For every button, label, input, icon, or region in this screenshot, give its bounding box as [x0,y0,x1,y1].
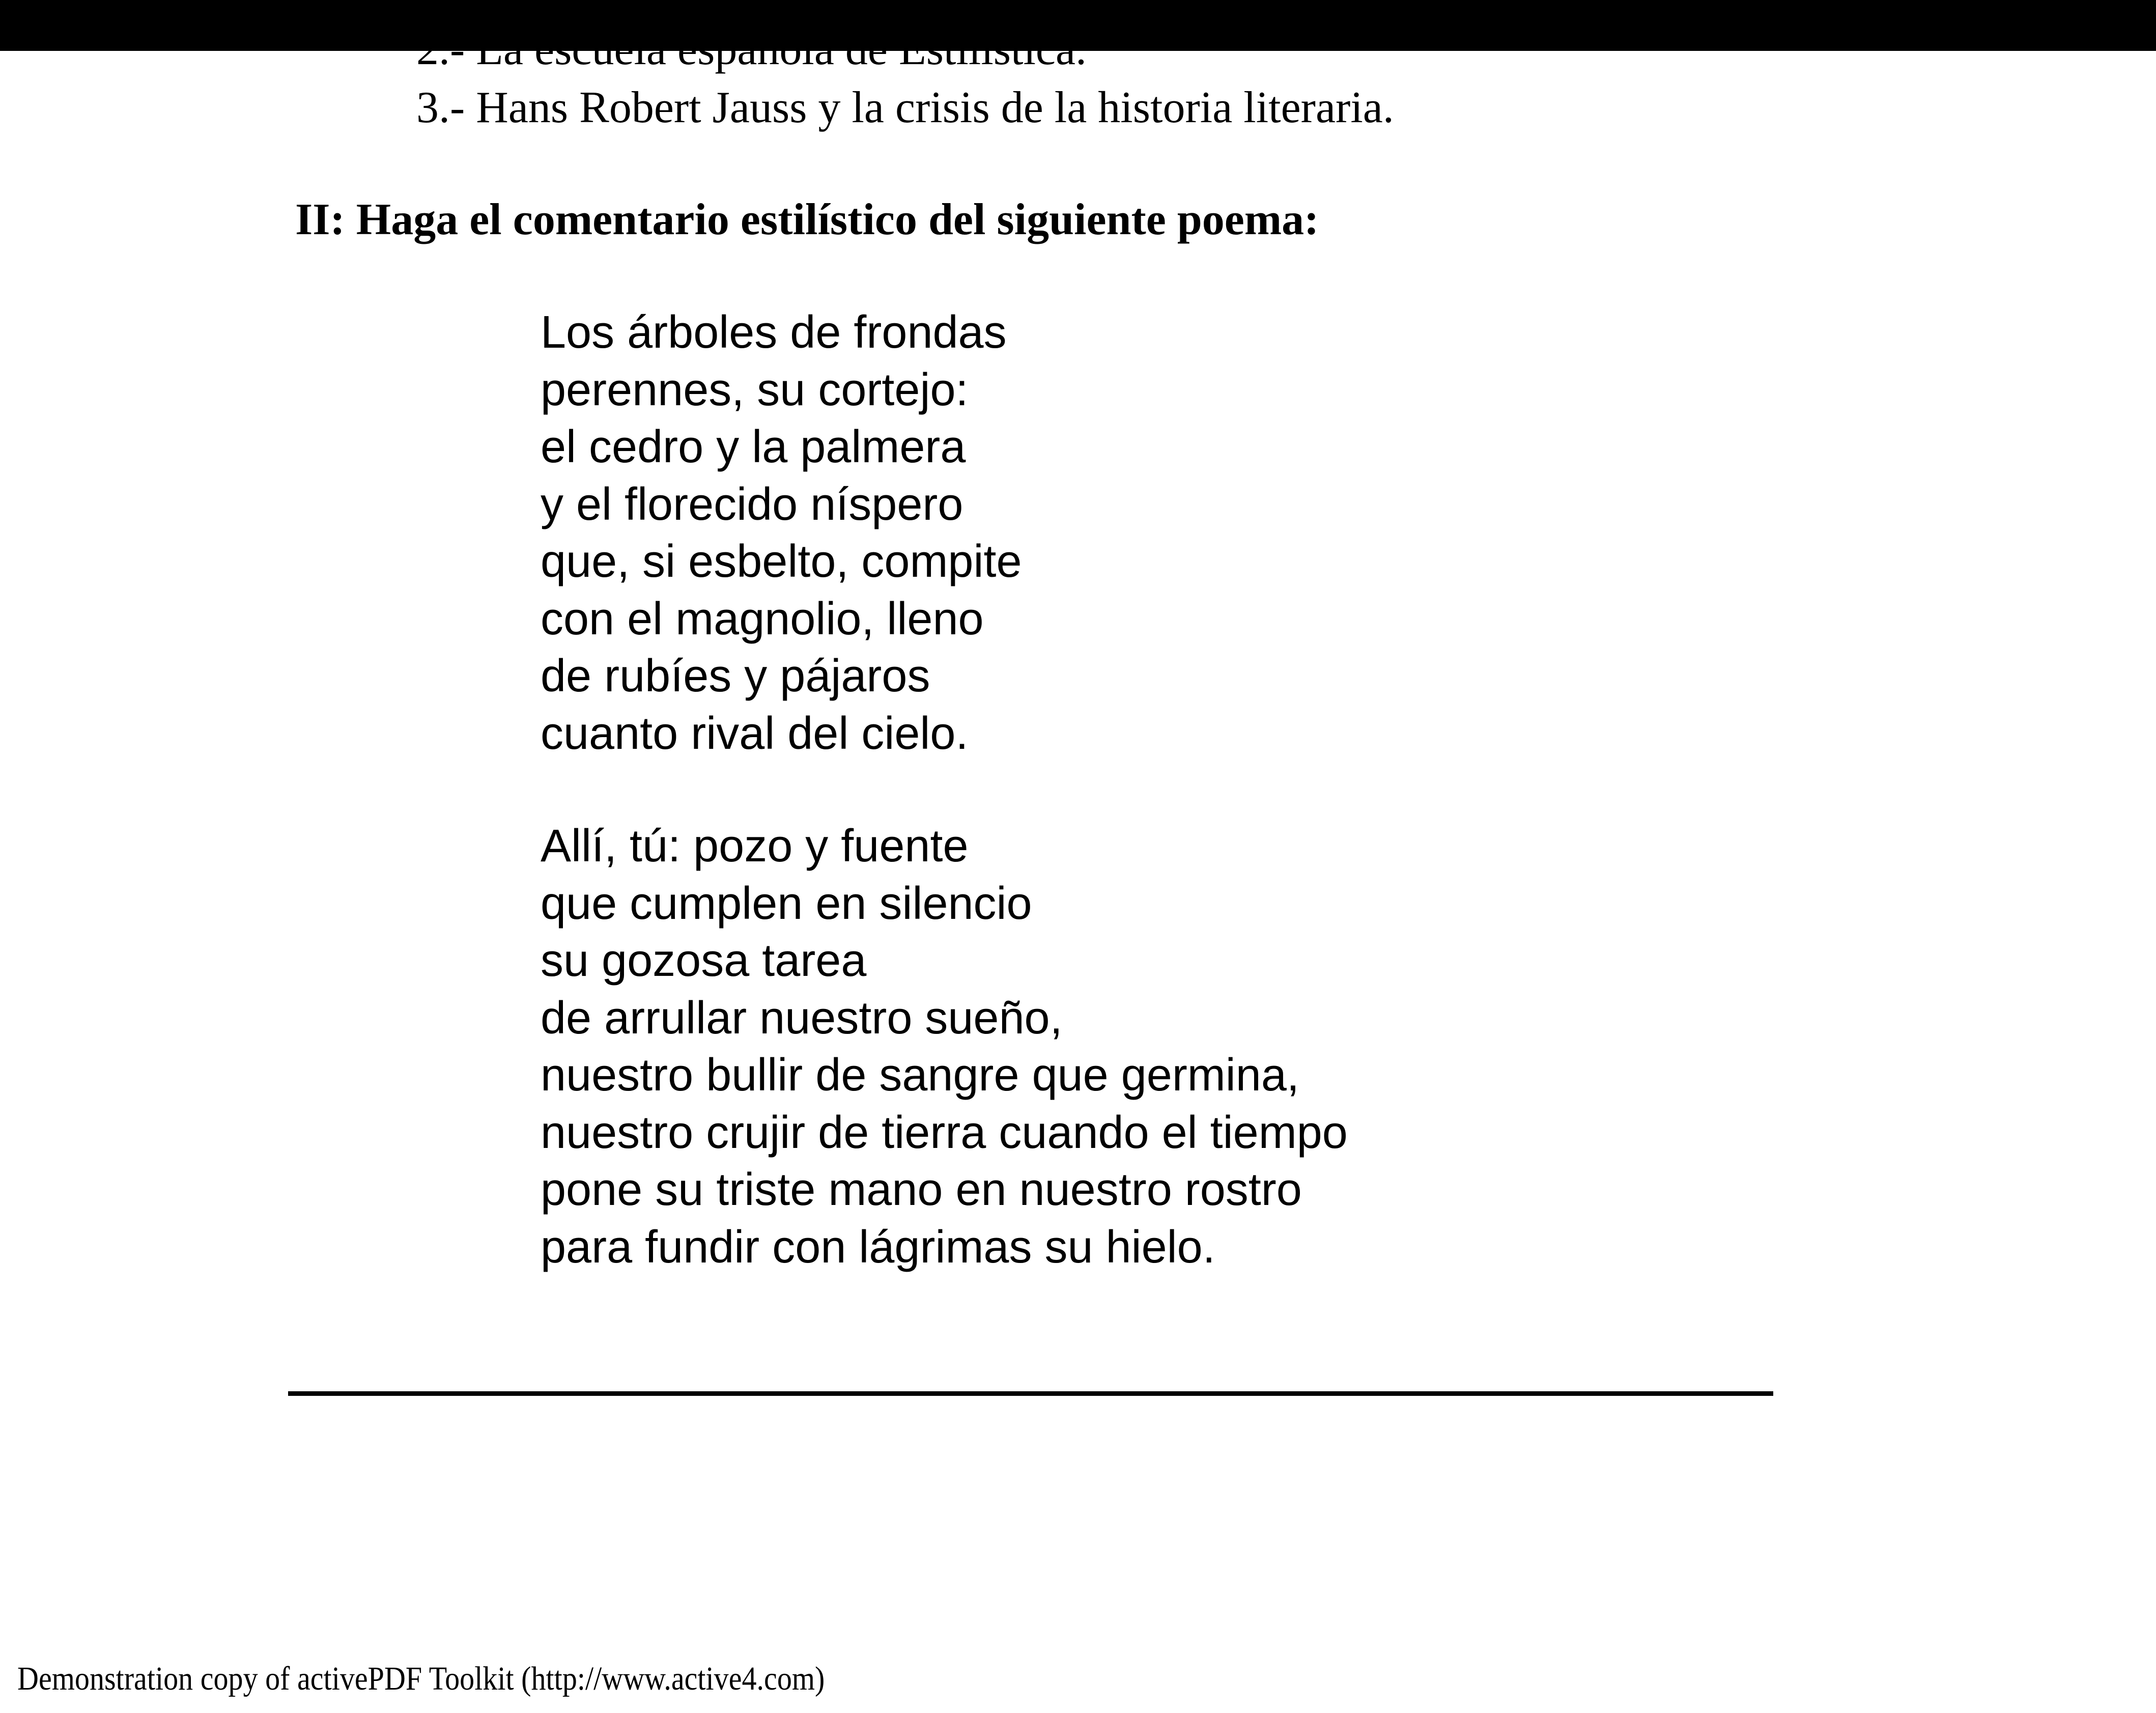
poem-verse: que cumplen en silencio [541,878,1032,929]
section-heading: II: Haga el comentario estilístico del siguiente poema: [295,195,1319,244]
poem-verse: el cedro y la palmera [541,422,966,472]
horizontal-rule [288,1391,1773,1396]
poem-stanza-2 [541,818,1348,1276]
poem-verse: que, si esbelto, compite [541,536,1022,587]
demo-watermark: Demonstration copy of activePDF Toolkit (http://www.active4.com) [17,1660,825,1697]
poem-verse: y el florecido níspero [541,479,963,530]
poem-verse: perennes, su cortejo: [541,364,969,415]
list-item-3: 3.- Hans Robert Jauss y la crisis de la historia literaria. [416,83,1394,132]
poem-verse: su gozosa tarea [541,935,867,986]
poem-verse: con el magnolio, lleno [541,593,984,644]
poem-verse: nuestro crujir de tierra cuando el tiempo [541,1107,1348,1158]
poem-verse: para fundir con lágrimas su hielo. [541,1221,1215,1273]
poem-stanza-1 [541,304,1022,762]
poem-verse: Allí, tú: pozo y fuente [541,821,969,872]
poem-verse: de rubíes y pájaros [541,651,930,701]
poem-verse: pone su triste mano en nuestro rostro [541,1164,1302,1215]
poem-verse: Los árboles de frondas [541,307,1007,358]
poem-verse: cuanto rival del cielo. [541,708,969,759]
poem-verse: nuestro bullir de sangre que germina, [541,1050,1299,1101]
poem-verse: de arrullar nuestro sueño, [541,992,1063,1044]
top-black-bar [0,0,2156,51]
